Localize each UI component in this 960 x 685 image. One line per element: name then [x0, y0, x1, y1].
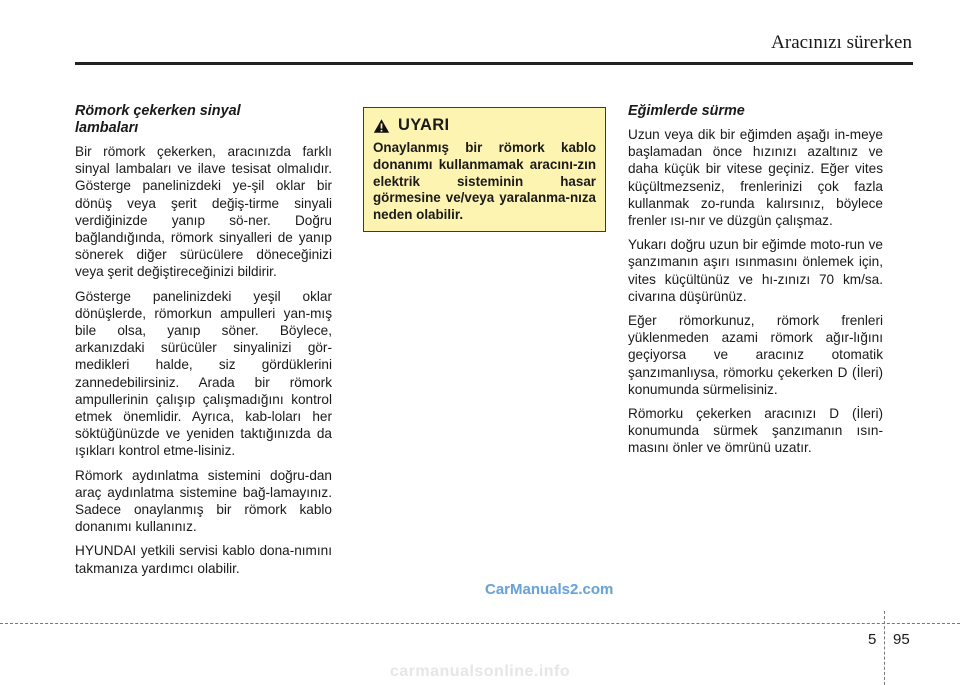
section-heading-trailer-signal-lights	[75, 103, 332, 137]
footer-rule	[0, 623, 960, 624]
warning-title: UYARI	[398, 116, 450, 134]
paragraph: HYUNDAI yetkili servisi kablo dona-nımını takmanıza yardımcı olabilir.	[75, 543, 332, 576]
page-number: 95	[893, 631, 910, 648]
paragraph: Uzun veya dik bir eğimden aşağı in-meye başlamadan önce hızınızı azaltınız ve daha küçük bir vitese geçiniz. Eğer vites küçültmezseniz, frenlerinizi çok fazla kullanmak zo-runda kalırsınız, böylece frenler ısı-nır ve düzgün çalışmaz.	[628, 127, 883, 229]
paragraph: Eğer römorkunuz, römork frenleri yüklenmeden azami römork ağır-lığını geçiyorsa ve aracınız otomatik şanzımanlıysa, römorku çekerken D (İleri) konumunda sürmelisiniz.	[628, 313, 883, 397]
paragraph: Römork aydınlatma sistemini doğru-dan araç aydınlatma sistemine bağ-lamayınız. Sadece onaylanmış bir römork kablo donanımı kullanınız.	[75, 467, 332, 535]
paragraph: Römorku çekerken aracınızı D (İleri) konumunda sürmek şanzımanın ısın-masını önler ve ömrünü uzatır.	[628, 406, 883, 456]
heading-line-2: lambaları	[75, 120, 139, 136]
site-watermark: carmanualsonline.info	[389, 663, 571, 680]
warning-box	[363, 107, 606, 232]
heading-line-1: Römork çekerken sinyal	[75, 103, 241, 119]
header-rule	[75, 62, 913, 65]
right-column	[628, 103, 883, 464]
page-header-title: Aracınızı sürerken	[771, 32, 912, 53]
warning-header	[373, 116, 596, 135]
chapter-number: 5	[868, 631, 877, 648]
section-heading-driving-on-grades: Eğimlerde sürme	[628, 103, 745, 119]
left-column	[75, 103, 332, 584]
warning-text: Onaylanmış bir römork kablo donanımı kullanmamak aracını-zın elektrik sisteminin hasar görmesine ve/veya yaralanma-nıza neden olabilir.	[373, 140, 596, 223]
paragraph: Gösterge panelinizdeki yeşil oklar dönüşlerde, römorkun ampulleri yan-mış bile olsa, yanıp söner. Böylece, arkanızdaki sürücüler sinyalinizi gör-medikleri halde, siz gördüklerini zannedebilirsiniz. Arada bir römork ampullerinin çalışıp çalışmadığını kontrol etmek önemlidir. Ayrıca, kab-loları her söktüğünüzde ve yeniden taktığınızda da ışıkları kontrol etme-lisiniz.	[75, 288, 332, 459]
carmanuals-watermark: CarManuals2.com	[485, 581, 614, 598]
warning-triangle-icon	[373, 118, 390, 134]
paragraph: Bir römork çekerken, aracınızda farklı sinyal lambaları ve ilave tesisat olmalıdır. Gösterge panelinizdeki ye-şil oklar bir dönüş veya şerit değiş-tirme sinyali verdiğinizde yanıp sö-ner. Doğru bağlandığında, römork sinyalleri de yanıp sönerek diğer sürücülere döneceğinizi veya şerit değiştireceğinizi bildirir.	[75, 144, 332, 280]
paragraph: Yukarı doğru uzun bir eğimde moto-run ve şanzımanın aşırı ısınmasını önlemek için, vites küçültünüz ve hı-zınızı 70 km/sa. civarına düşürünüz.	[628, 237, 883, 304]
